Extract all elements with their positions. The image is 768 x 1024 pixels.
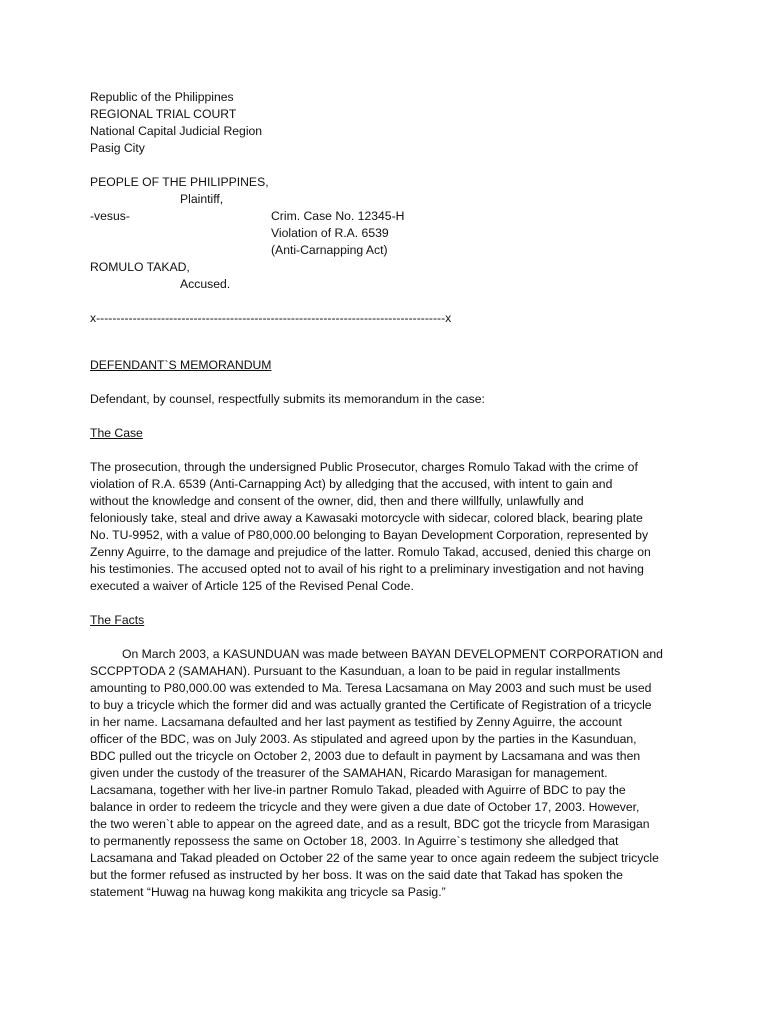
paragraph-line: Lacsamana and Takad pleaded on October 22 of the same year to once again redeem the subject tricycle	[90, 851, 659, 865]
accused-name: ROMULO TAKAD,	[90, 260, 190, 274]
paragraph-line: The prosecution, through the undersigned Public Prosecutor, charges Romulo Takad with the crime of	[90, 460, 638, 474]
paragraph-line: SCCPPTODA 2 (SAMAHAN). Pursuant to the Kasunduan, a loan to be paid in regular installments	[90, 664, 621, 678]
header-region: National Capital Judicial Region	[90, 124, 263, 138]
paragraph-line: without the knowledge and consent of the owner, did, then and there willfully, unlawfully and	[90, 494, 584, 508]
paragraph-line: violation of R.A. 6539 (Anti-Carnapping Act) by alledging that the accused, with intent to gain and	[90, 477, 613, 491]
court-header	[90, 89, 690, 157]
paragraph-line: but the former refused as instructed by her boss. It was on the said date that Takad has spoken the	[90, 868, 623, 882]
plaintiff-name: PEOPLE OF THE PHILIPPINES,	[90, 175, 269, 189]
paragraph-line: to permanently repossess the same on October 18, 2003. In Aguirre`s testimony she alledged that	[90, 834, 619, 848]
header-city: Pasig City	[90, 141, 145, 155]
plaintiff-role: Plaintiff,	[180, 192, 224, 206]
paragraph-line: No. TU-9952, with a value of P80,000.00 belonging to Bayan Development Corporation, represented by	[90, 528, 649, 542]
document-title: DEFENDANT`S MEMORANDUM	[90, 358, 272, 372]
paragraph-line: his testimonies. The accused opted not to avail of his right to a preliminary investigation and not having	[90, 562, 644, 576]
facts-heading: The Facts	[90, 613, 145, 627]
document-page	[90, 89, 690, 901]
paragraph-line: feloniously take, steal and drive away a Kawasaki motorcycle with sidecar, colored black, bearing plate	[90, 511, 643, 525]
paragraph-line: to buy a tricycle which the former did and was actually granted the Certificate of Registration of a tricycle	[90, 698, 652, 712]
intro-paragraph: Defendant, by counsel, respectfully submits its memorandum in the case:	[90, 392, 485, 406]
paragraph-line: given under the custody of the treasurer of the SAMAHAN, Ricardo Marasigan for management.	[90, 766, 608, 780]
paragraph-line: executed a waiver of Article 125 of the Revised Penal Code.	[90, 579, 414, 593]
case-caption	[90, 174, 690, 293]
violation-label: Violation of R.A. 6539	[271, 226, 389, 240]
facts-paragraph	[90, 646, 678, 901]
paragraph-line: officer of the BDC, was on July 2003. As stipulated and agreed upon by the parties in the Kasunduan,	[90, 732, 637, 746]
header-republic: Republic of the Philippines	[90, 90, 234, 104]
paragraph-line: BDC pulled out the tricycle on October 2, 2003 due to default in payment by Lacsamana and was then	[90, 749, 641, 763]
case-paragraph	[90, 459, 678, 595]
case-heading: The Case	[90, 426, 143, 440]
accused-role: Accused.	[180, 277, 231, 291]
case-number: Crim. Case No. 12345-H	[271, 209, 405, 223]
caption-separator: x--------------------------------------------------------------------------------------x	[90, 311, 452, 325]
paragraph-line: Lacsamana, together with her live-in partner Romulo Takad, pleaded with Aguirre of BDC to pay the	[90, 783, 626, 797]
paragraph-line: statement “Huwag na huwag kong makikita ang tricycle sa Pasig.”	[90, 885, 446, 899]
paragraph-line: Zenny Aguirre, to the damage and prejudice of the latter. Romulo Takad, accused, denied this charge on	[90, 545, 651, 559]
header-court: REGIONAL TRIAL COURT	[90, 107, 237, 121]
paragraph-line: On March 2003, a KASUNDUAN was made between BAYAN DEVELOPMENT CORPORATION and	[122, 647, 663, 661]
paragraph-line: in her name. Lacsamana defaulted and her last payment as testified by Zenny Aguirre, the account	[90, 715, 622, 729]
paragraph-line: amounting to P80,000.00 was extended to Ma. Teresa Lacsamana on May 2003 and such must be used	[90, 681, 652, 695]
act-label: (Anti-Carnapping Act)	[271, 243, 388, 257]
paragraph-line: balance in order to redeem the tricycle and they were given a due date of October 17, 2003. However,	[90, 800, 640, 814]
paragraph-line: the two weren`t able to appear on the agreed date, and as a result, BDC got the tricycle from Marasigan	[90, 817, 650, 831]
versus-label: -vesus-	[90, 209, 130, 223]
